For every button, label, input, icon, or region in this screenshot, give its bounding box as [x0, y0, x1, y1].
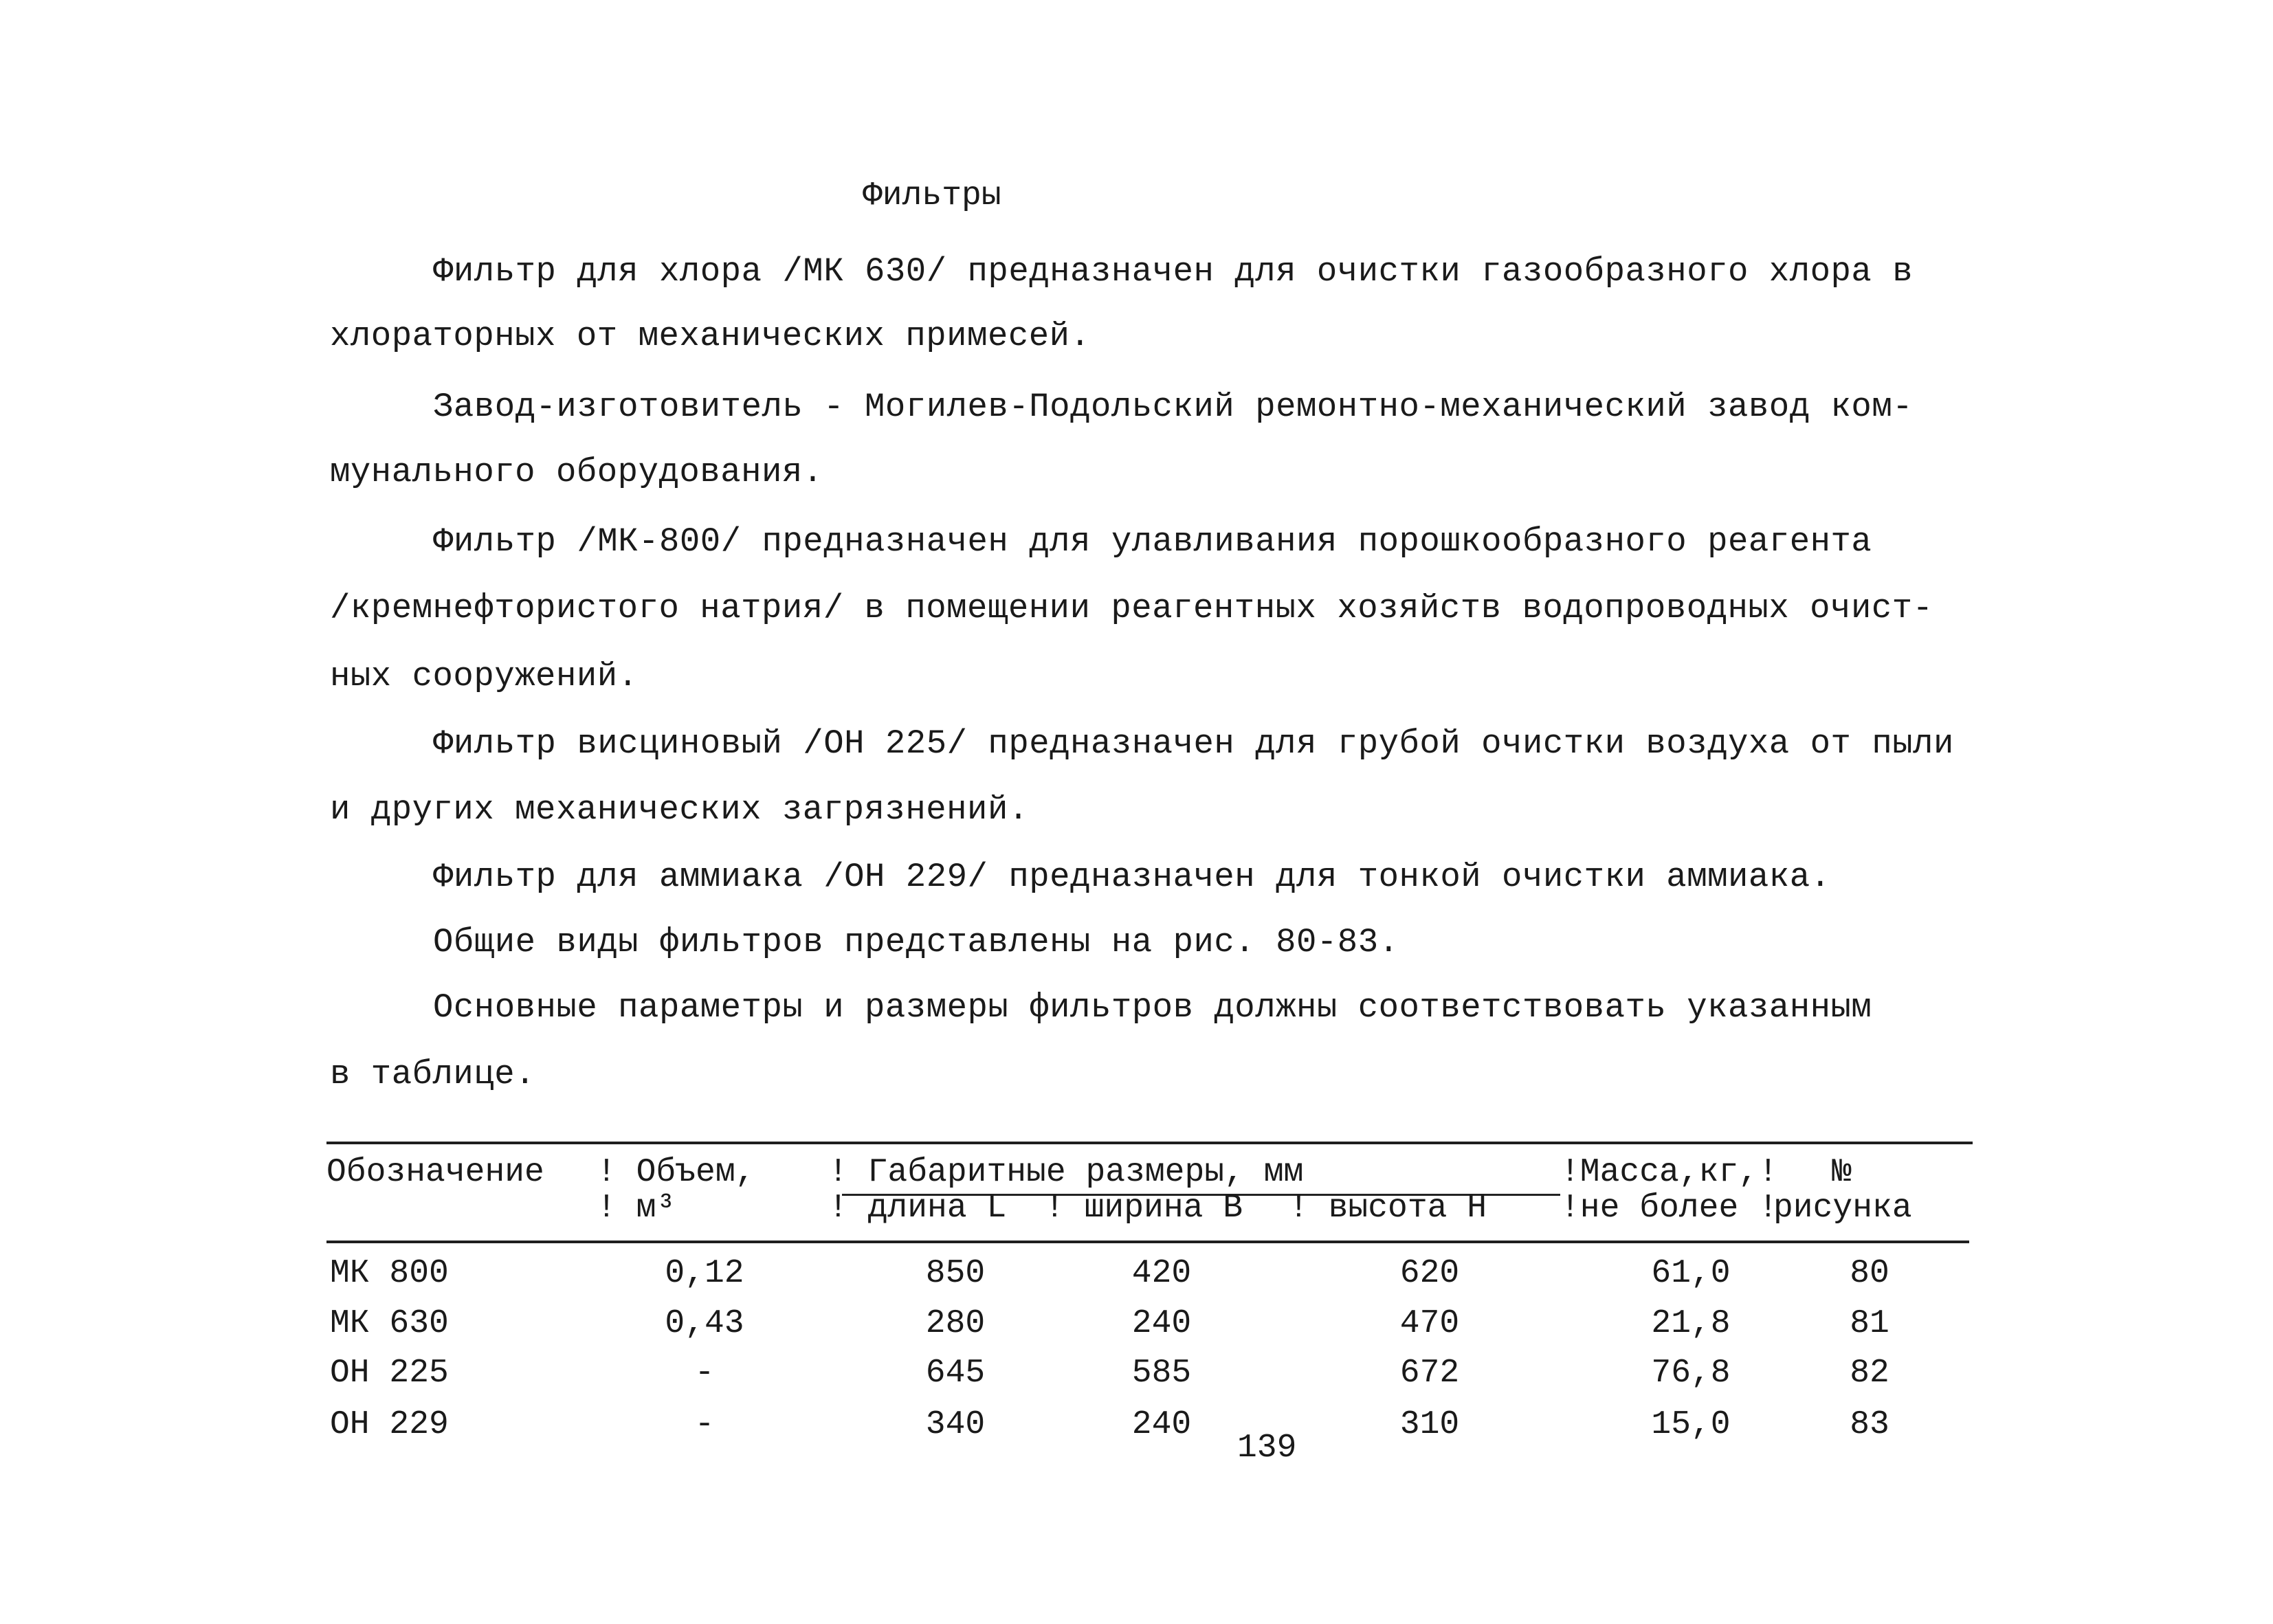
- header-figure: №: [1832, 1154, 1852, 1191]
- paragraph-7-line-2: в таблице.: [330, 1055, 536, 1093]
- row-4-figure: 83: [1850, 1406, 1889, 1443]
- row-1-mass: 61,0: [1651, 1255, 1731, 1292]
- row-1-volume: 0,12: [665, 1255, 744, 1292]
- header-designation: Обозначение: [326, 1154, 544, 1191]
- row-1-figure: 80: [1850, 1255, 1889, 1292]
- row-3-volume: -: [694, 1355, 715, 1392]
- table-header-bottom-rule: [326, 1241, 1969, 1243]
- header-dimensions: ! Габаритные размеры, мм: [828, 1154, 1304, 1191]
- header-volume-unit: ! м³: [597, 1190, 676, 1227]
- row-2-mass: 21,8: [1651, 1305, 1731, 1342]
- row-1-width: 420: [1131, 1255, 1192, 1292]
- row-2-height: 470: [1399, 1305, 1460, 1342]
- paragraph-4-line-2: и других механических загрязнений.: [330, 790, 1029, 829]
- header-volume: ! Объем,: [597, 1154, 755, 1191]
- row-4-volume: -: [694, 1406, 715, 1443]
- paragraph-2-line-1: Завод-изготовитель - Могилев-Подольский ремонтно-механический завод ком-: [433, 388, 1914, 426]
- header-length: ! длина L: [828, 1190, 1007, 1227]
- row-3-figure: 82: [1850, 1355, 1889, 1392]
- row-2-figure: 81: [1850, 1305, 1889, 1342]
- header-width: ! ширина В: [1045, 1190, 1243, 1227]
- paragraph-7-line-1: Основные параметры и размеры фильтров должны соответствовать указанным: [433, 988, 1872, 1027]
- paragraph-2-line-2: мунального оборудования.: [330, 453, 823, 491]
- header-mass-sub: !не более !: [1560, 1190, 1778, 1227]
- paragraph-4-line-1: Фильтр висциновый /ОН 225/ предназначен для грубой очистки воздуха от пыли: [433, 724, 1954, 763]
- row-4-mass: 15,0: [1651, 1406, 1731, 1443]
- paragraph-1-line-1: Фильтр для хлора /МК 630/ предназначен для очистки газообразного хлора в: [433, 252, 1914, 291]
- table-top-rule: [326, 1142, 1973, 1144]
- row-3-length: 645: [925, 1355, 986, 1392]
- paragraph-3-line-2: /кремнефтористого натрия/ в помещении реагентных хозяйств водопроводных очист-: [330, 589, 1933, 627]
- row-1-designation: МК 800: [330, 1255, 449, 1292]
- paragraph-6-line-1: Общие виды фильтров представлены на рис. 80-83.: [433, 923, 1399, 961]
- row-4-designation: ОН 229: [330, 1406, 449, 1443]
- row-2-length: 280: [925, 1305, 986, 1342]
- header-height: ! высота Н: [1289, 1190, 1487, 1227]
- section-title: Фильтры: [863, 177, 1001, 214]
- row-2-designation: МК 630: [330, 1305, 449, 1342]
- paragraph-3-line-1: Фильтр /МК-800/ предназначен для улавливания порошкообразного реагента: [433, 522, 1872, 561]
- row-4-height: 310: [1399, 1406, 1460, 1443]
- row-3-mass: 76,8: [1651, 1355, 1731, 1392]
- row-1-height: 620: [1399, 1255, 1460, 1292]
- header-mass: !Масса,кг,!: [1560, 1154, 1778, 1191]
- row-3-designation: ОН 225: [330, 1355, 449, 1392]
- header-figure-sub: рисунка: [1773, 1190, 1912, 1227]
- row-3-width: 585: [1131, 1355, 1192, 1392]
- paragraph-5-line-1: Фильтр для аммиака /ОН 229/ предназначен для тонкой очистки аммиака.: [433, 858, 1831, 896]
- row-3-height: 672: [1399, 1355, 1460, 1392]
- row-2-volume: 0,43: [665, 1305, 744, 1342]
- row-2-width: 240: [1131, 1305, 1192, 1342]
- paragraph-3-line-3: ных сооружений.: [330, 657, 639, 696]
- paragraph-1-line-2: хлораторных от механических примесей.: [330, 317, 1091, 355]
- row-4-width: 240: [1131, 1406, 1192, 1443]
- row-1-length: 850: [925, 1255, 986, 1292]
- row-4-length: 340: [925, 1406, 986, 1443]
- page-number: 139: [1237, 1430, 1297, 1467]
